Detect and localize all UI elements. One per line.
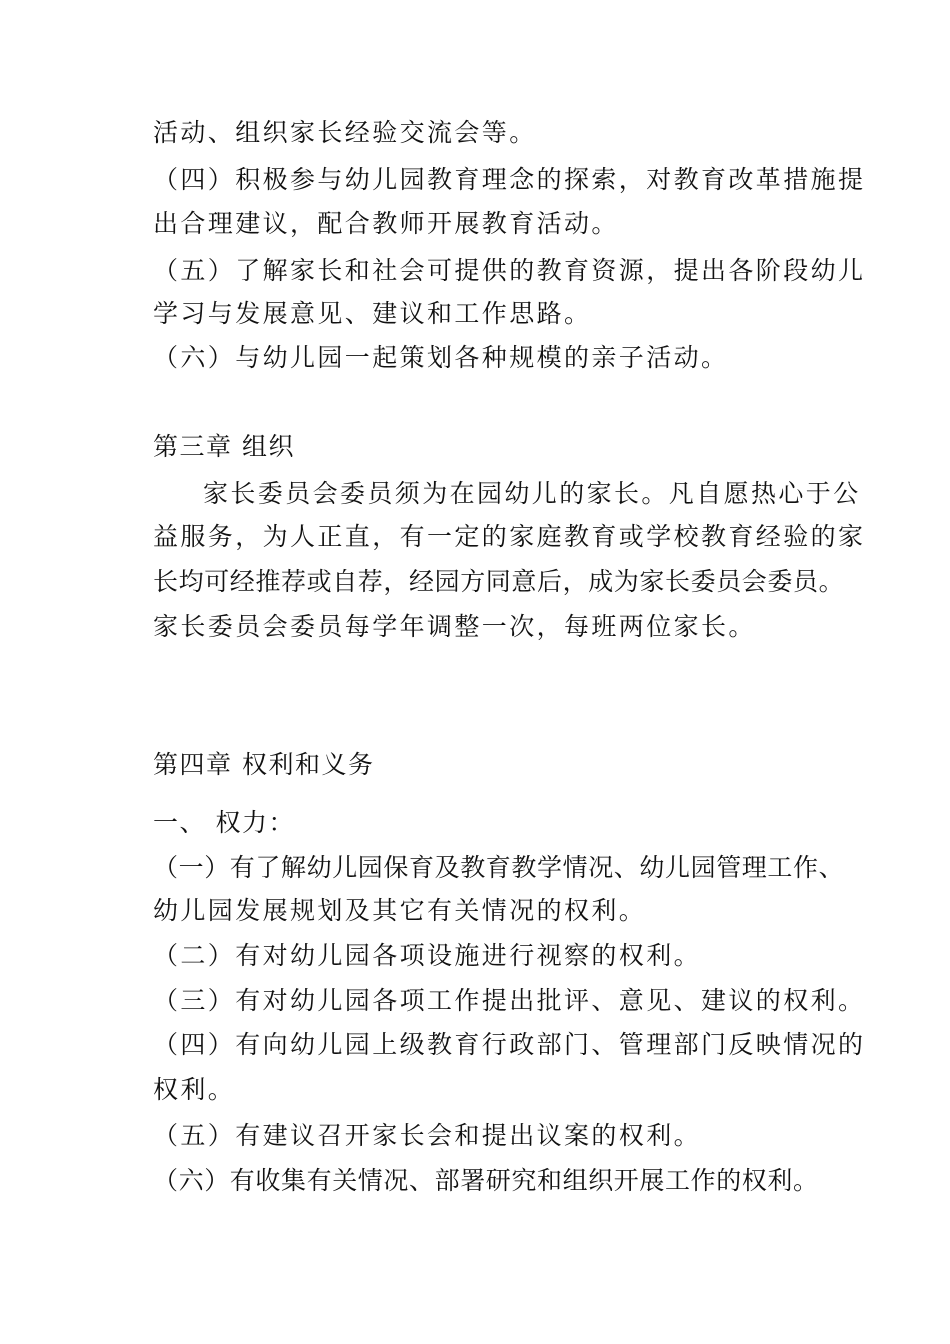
text-line: （六）与幼儿园一起策划各种规模的亲子活动。 <box>153 343 729 372</box>
text-line: （一）有了解幼儿园保育及教育教学情况、幼儿园管理工作、 <box>153 853 845 882</box>
text-line: 家长委员会委员每学年调整一次，每班两位家长。 <box>153 612 756 641</box>
text-line: （四）积极参与幼儿园教育理念的探索，对教育改革措施提 <box>153 165 866 194</box>
text-line: （六）有收集有关情况、部署研究和组织开展工作的权利。 <box>153 1166 819 1195</box>
chapter-heading: 第三章 组织 <box>153 432 295 461</box>
text-line: 权利。 <box>153 1075 236 1104</box>
text-line: 益服务，为人正直，有一定的家庭教育或学校教育经验的家 <box>153 522 866 551</box>
text-line: 幼儿园发展规划及其它有关情况的权利。 <box>153 896 647 925</box>
text-line: 学习与发展意见、建议和工作思路。 <box>153 299 592 328</box>
text-line: （四）有向幼儿园上级教育行政部门、管理部门反映情况的 <box>153 1030 866 1059</box>
text-line: 出合理建议，配合教师开展教育活动。 <box>153 209 619 238</box>
text-line: 活动、组织家长经验交流会等。 <box>153 118 537 147</box>
text-line: （五）了解家长和社会可提供的教育资源，提出各阶段幼儿 <box>153 256 866 285</box>
text-line: 家长委员会委员须为在园幼儿的家长。凡自愿热心于公 <box>203 479 861 508</box>
text-line: 长均可经推荐或自荐，经园方同意后，成为家长委员会委员。 <box>153 567 845 596</box>
chapter-heading: 第四章 权利和义务 <box>153 750 375 779</box>
section-heading: 一、 权力： <box>153 808 295 837</box>
text-line: （二）有对幼儿园各项设施进行视察的权利。 <box>153 941 702 970</box>
text-line: （五）有建议召开家长会和提出议案的权利。 <box>153 1121 702 1150</box>
text-line: （三）有对幼儿园各项工作提出批评、意见、建议的权利。 <box>153 986 866 1015</box>
